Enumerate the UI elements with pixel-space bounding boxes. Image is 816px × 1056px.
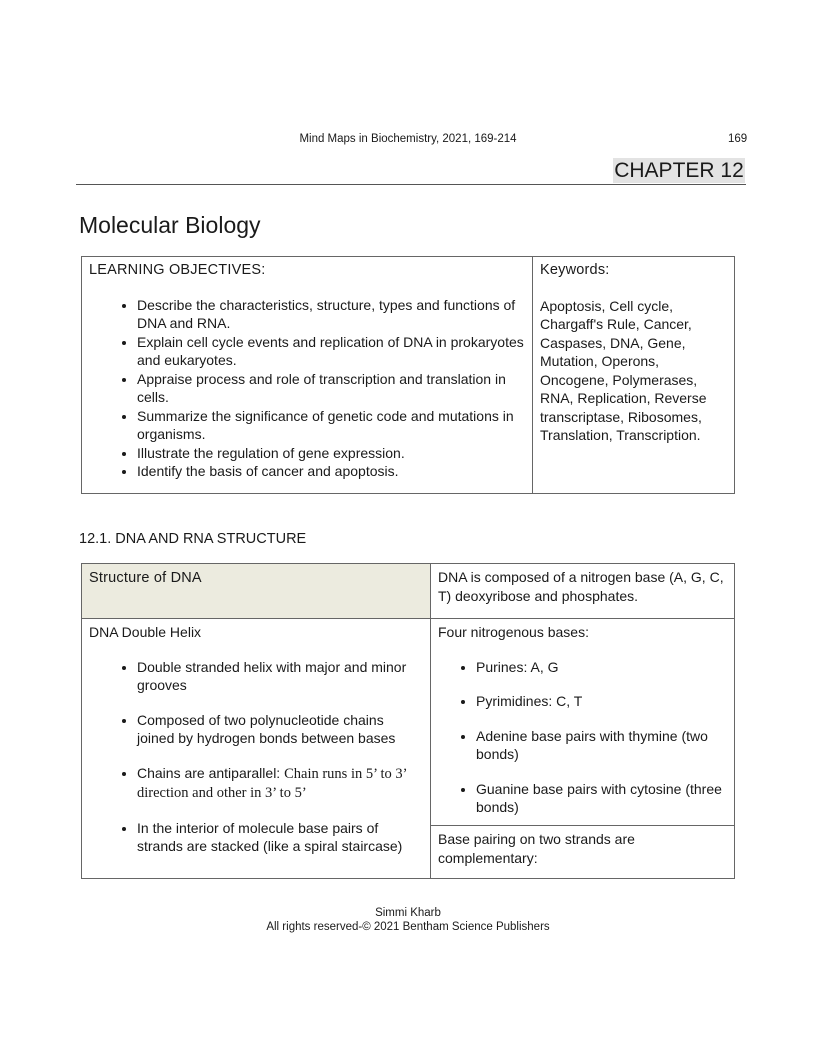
section-heading: 12.1. DNA AND RNA STRUCTURE [79,531,307,547]
pairing-text: Base pairing on two strands are complementary: [438,831,635,866]
objective-item: • Identify the basis of cancer and apoptosis. [137,462,525,481]
bases-cell [431,619,735,826]
objective-item: • Describe the characteristics, structure, types and functions of DNA and RNA. [137,296,525,333]
objective-item: • Explain cell cycle events and replication of DNA in prokaryotes and eukaryotes. [137,333,525,370]
keywords-cell [533,257,735,494]
keywords-heading: Keywords: [540,262,610,278]
objective-item: • Illustrate the regulation of gene expression. [137,444,525,463]
structure-text: DNA is composed of a nitrogen base (A, G, C, T) deoxyribose and phosphates. [438,569,724,604]
dna-structure-table [81,563,735,879]
helix-item: • In the interior of molecule base pairs of strands are stacked (like a spiral staircase) [137,819,423,856]
pairing-cell [431,826,735,879]
footer-author: Simmi Kharb [375,907,441,919]
objectives-list [89,296,525,481]
antiparallel-detail: Chain runs in 5’ to 3’ direction and other in 3’ to 5’ [137,765,407,801]
structure-heading-cell [82,564,431,619]
chapter-title: Molecular Biology [79,212,261,238]
helix-item: • Composed of two polynucleotide chains joined by hydrogen bonds between bases [137,711,423,748]
bases-item: • Pyrimidines: C, T [476,692,727,711]
structure-heading: Structure of DNA [89,570,202,586]
objective-item: • Appraise process and role of transcription and translation in cells. [137,370,525,407]
helix-item: • Double stranded helix with major and minor grooves [137,658,423,695]
chapter-rule [76,184,746,185]
objective-item: • Summarize the significance of genetic code and mutations in organisms. [137,407,525,444]
running-head: Mind Maps in Biochemistry, 2021, 169-214 [299,133,517,145]
bases-item: • Adenine base pairs with thymine (two bonds) [476,727,727,764]
footer-rights: All rights reserved-© 2021 Bentham Science Publishers [266,921,550,933]
bases-item: • Guanine base pairs with cytosine (three bonds) [476,780,727,817]
chapter-label: CHAPTER 12 [614,159,744,182]
page-number: 169 [728,133,748,145]
bases-item: • Purines: A, G [476,658,727,677]
bases-heading: Four nitrogenous bases: [438,624,589,640]
antiparallel-lead: Chains are antiparallel: [137,764,285,781]
helix-item-antiparallel [137,764,423,803]
helix-heading: DNA Double Helix [89,624,202,640]
helix-cell [82,619,431,879]
bases-list [438,658,727,817]
objectives-cell [82,257,533,494]
keywords-text: Apoptosis, Cell cycle, Chargaff's Rule, Cancer, Caspases, DNA, Gene, Mutation, Operons, Oncogene, Polymerases, RNA, Replication, Reverse transcriptase, Ribosomes, Translation, Transcription. [540,297,707,443]
structure-text-cell [431,564,735,619]
objectives-heading: LEARNING OBJECTIVES: [89,262,266,278]
helix-list [89,658,423,856]
learning-objectives-table [81,256,735,494]
